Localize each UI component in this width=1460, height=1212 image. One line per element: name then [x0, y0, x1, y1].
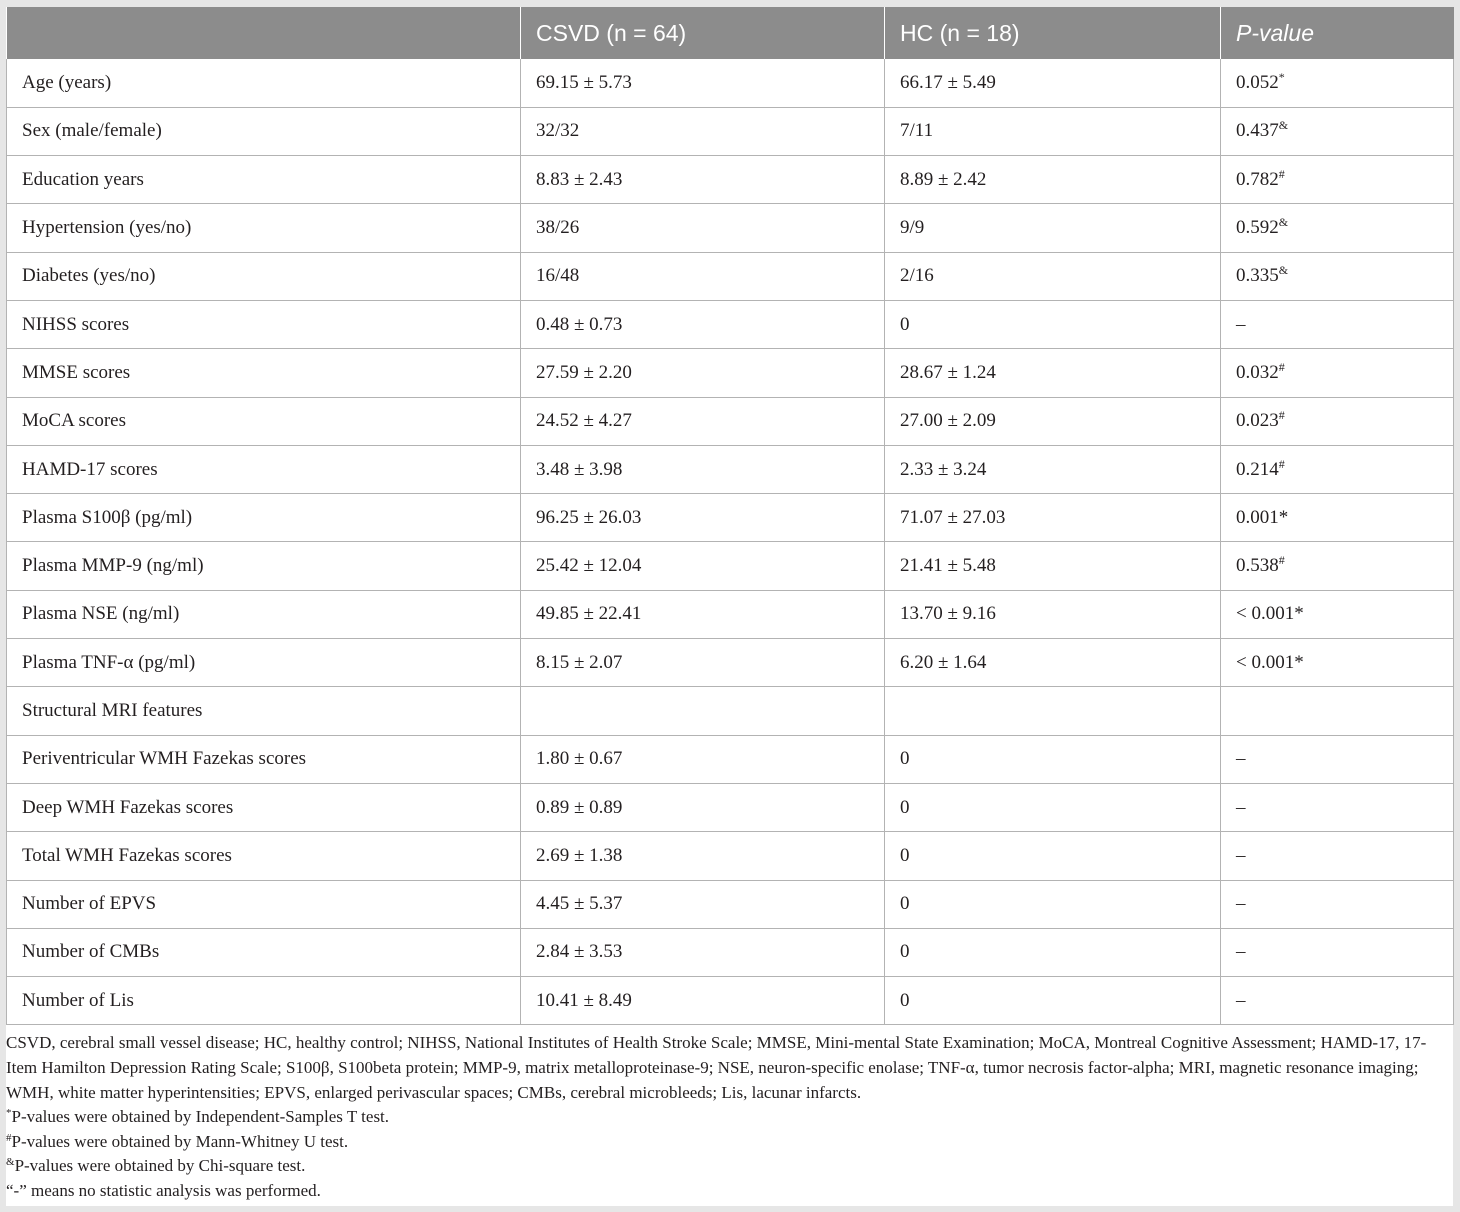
- p-value-marker: #: [1278, 456, 1285, 471]
- header-label: [7, 7, 521, 59]
- row-label: NIHSS scores: [7, 300, 521, 348]
- p-value: –: [1221, 783, 1454, 831]
- table-row: [7, 156, 1454, 204]
- table-row: [7, 735, 1454, 783]
- p-value-marker: #: [1278, 408, 1285, 423]
- p-value: 0.052*: [1221, 59, 1454, 107]
- table-row: [7, 639, 1454, 687]
- hc-value: 0: [885, 300, 1221, 348]
- demographics-table: [6, 7, 1454, 1025]
- table-row: [7, 252, 1454, 300]
- row-label: Deep WMH Fazekas scores: [7, 783, 521, 831]
- table-row: [7, 494, 1454, 542]
- hc-value: 28.67 ± 1.24: [885, 349, 1221, 397]
- p-value: 0.592&: [1221, 204, 1454, 252]
- csvd-value: [521, 687, 885, 735]
- p-value: 0.214#: [1221, 445, 1454, 493]
- csvd-value: 1.80 ± 0.67: [521, 735, 885, 783]
- hc-value: 7/11: [885, 107, 1221, 155]
- hc-value: 0: [885, 735, 1221, 783]
- table-row: [7, 832, 1454, 880]
- hc-value: 66.17 ± 5.49: [885, 59, 1221, 107]
- header-p-value: P-value: [1221, 7, 1454, 59]
- row-label: Plasma MMP-9 (ng/ml): [7, 542, 521, 590]
- csvd-value: 10.41 ± 8.49: [521, 977, 885, 1025]
- table-row: [7, 445, 1454, 493]
- p-value-marker: #: [1278, 359, 1285, 374]
- hc-value: 9/9: [885, 204, 1221, 252]
- csvd-value: 32/32: [521, 107, 885, 155]
- csvd-value: 2.69 ± 1.38: [521, 832, 885, 880]
- csvd-value: 24.52 ± 4.27: [521, 397, 885, 445]
- table-row: [7, 542, 1454, 590]
- hc-value: 21.41 ± 5.48: [885, 542, 1221, 590]
- table-row: [7, 977, 1454, 1025]
- footnote-abbreviations: CSVD, cerebral small vessel disease; HC, healthy control; NIHSS, National Institutes of Health Stroke Scale; MMSE, Mini-mental State Examination; MoCA, Montreal Cognitive Assessment; HAMD-17, 17-Item Hamilton Depression Rating Scale; S100β, S100beta protein; MMP-9, matrix metalloproteinase-9; NSE, neuron-specific enolase; TNF-α, tumor necrosis factor-alpha; MRI, magnetic resonance imaging; WMH, white matter hyperintensities; EPVS, enlarged perivascular spaces; CMBs, cerebral microbleeds; Lis, lacunar infarcts.: [6, 1033, 1427, 1102]
- header-hc: HC (n = 18): [885, 7, 1221, 59]
- csvd-value: 16/48: [521, 252, 885, 300]
- row-label: Sex (male/female): [7, 107, 521, 155]
- table-row: [7, 107, 1454, 155]
- row-label: MMSE scores: [7, 349, 521, 397]
- csvd-value: 25.42 ± 12.04: [521, 542, 885, 590]
- csvd-value: 0.89 ± 0.89: [521, 783, 885, 831]
- p-value: < 0.001*: [1221, 590, 1454, 638]
- table-row: [7, 349, 1454, 397]
- csvd-value: 4.45 ± 5.37: [521, 880, 885, 928]
- footnote-chi-square: &P-values were obtained by Chi-square test.: [6, 1156, 306, 1176]
- table-row: [7, 783, 1454, 831]
- p-value: 0.538#: [1221, 542, 1454, 590]
- row-label: Plasma S100β (pg/ml): [7, 494, 521, 542]
- p-value-marker: *: [1278, 69, 1285, 84]
- csvd-value: 8.15 ± 2.07: [521, 639, 885, 687]
- table-body: [7, 59, 1454, 1025]
- p-value: 0.032#: [1221, 349, 1454, 397]
- csvd-value: 2.84 ± 3.53: [521, 928, 885, 976]
- row-label: Age (years): [7, 59, 521, 107]
- hc-value: 2.33 ± 3.24: [885, 445, 1221, 493]
- row-label: HAMD-17 scores: [7, 445, 521, 493]
- hc-value: 8.89 ± 2.42: [885, 156, 1221, 204]
- p-value-marker: &: [1278, 263, 1289, 278]
- table-header-row: [7, 7, 1454, 59]
- table-row: [7, 590, 1454, 638]
- p-value: –: [1221, 880, 1454, 928]
- csvd-value: 69.15 ± 5.73: [521, 59, 885, 107]
- table-row: [7, 880, 1454, 928]
- row-label: Plasma NSE (ng/ml): [7, 590, 521, 638]
- p-value: 0.023#: [1221, 397, 1454, 445]
- hc-value: 71.07 ± 27.03: [885, 494, 1221, 542]
- hc-value: 0: [885, 783, 1221, 831]
- row-label: Plasma TNF-α (pg/ml): [7, 639, 521, 687]
- footnote-dash: “-” means no statistic analysis was performed.: [6, 1181, 321, 1200]
- hc-value: 2/16: [885, 252, 1221, 300]
- p-value: 0.782#: [1221, 156, 1454, 204]
- csvd-value: 96.25 ± 26.03: [521, 494, 885, 542]
- csvd-value: 8.83 ± 2.43: [521, 156, 885, 204]
- p-value: [1221, 687, 1454, 735]
- hc-value: 0: [885, 880, 1221, 928]
- hc-value: 0: [885, 977, 1221, 1025]
- row-label: Diabetes (yes/no): [7, 252, 521, 300]
- csvd-value: 38/26: [521, 204, 885, 252]
- table-row: [7, 928, 1454, 976]
- hc-value: 6.20 ± 1.64: [885, 639, 1221, 687]
- row-label: Hypertension (yes/no): [7, 204, 521, 252]
- table-document: [6, 7, 1453, 1206]
- p-value: –: [1221, 735, 1454, 783]
- p-value: 0.437&: [1221, 107, 1454, 155]
- p-value-marker: &: [1278, 118, 1289, 133]
- table-row: [7, 687, 1454, 735]
- csvd-value: 49.85 ± 22.41: [521, 590, 885, 638]
- table-row: [7, 59, 1454, 107]
- csvd-value: 3.48 ± 3.98: [521, 445, 885, 493]
- hc-value: 27.00 ± 2.09: [885, 397, 1221, 445]
- table-row: [7, 300, 1454, 348]
- hc-value: 13.70 ± 9.16: [885, 590, 1221, 638]
- row-label: Number of EPVS: [7, 880, 521, 928]
- row-label: Structural MRI features: [7, 687, 521, 735]
- p-value: –: [1221, 928, 1454, 976]
- row-label: Total WMH Fazekas scores: [7, 832, 521, 880]
- hc-value: [885, 687, 1221, 735]
- footnote-mann-whitney: #P-values were obtained by Mann-Whitney U test.: [6, 1131, 349, 1151]
- p-value-marker: #: [1278, 553, 1285, 568]
- p-value-marker: #: [1278, 166, 1285, 181]
- p-value: 0.335&: [1221, 252, 1454, 300]
- table-row: [7, 204, 1454, 252]
- p-value: –: [1221, 300, 1454, 348]
- csvd-value: 27.59 ± 2.20: [521, 349, 885, 397]
- hc-value: 0: [885, 832, 1221, 880]
- table-footnotes: [6, 1025, 1453, 1203]
- header-csvd: CSVD (n = 64): [521, 7, 885, 59]
- p-value: < 0.001*: [1221, 639, 1454, 687]
- p-value: –: [1221, 977, 1454, 1025]
- row-label: MoCA scores: [7, 397, 521, 445]
- row-label: Number of Lis: [7, 977, 521, 1025]
- row-label: Periventricular WMH Fazekas scores: [7, 735, 521, 783]
- p-value: 0.001*: [1221, 494, 1454, 542]
- footnote-t-test: *P-values were obtained by Independent-Samples T test.: [6, 1107, 390, 1127]
- hc-value: 0: [885, 928, 1221, 976]
- row-label: Number of CMBs: [7, 928, 521, 976]
- row-label: Education years: [7, 156, 521, 204]
- csvd-value: 0.48 ± 0.73: [521, 300, 885, 348]
- p-value: –: [1221, 832, 1454, 880]
- table-row: [7, 397, 1454, 445]
- p-value-marker: &: [1278, 215, 1289, 230]
